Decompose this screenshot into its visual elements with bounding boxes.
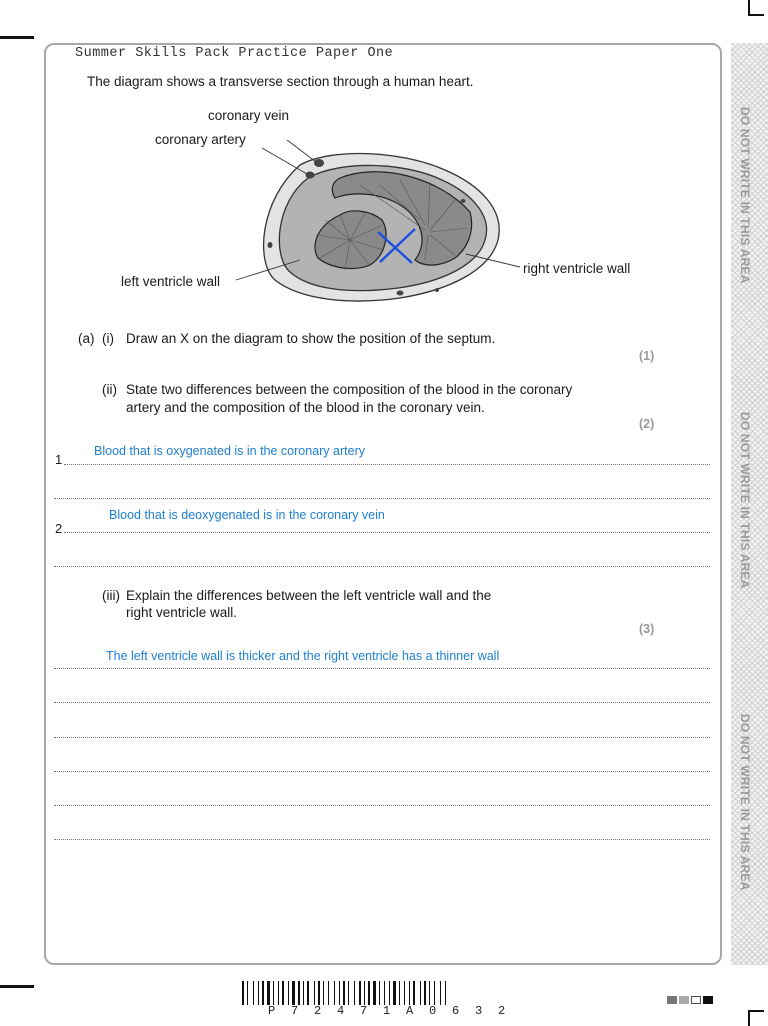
barcode-bar bbox=[265, 981, 266, 1005]
answer-line[interactable] bbox=[54, 668, 710, 669]
label-right-ventricle-wall: right ventricle wall bbox=[523, 261, 631, 276]
barcode-bar bbox=[305, 981, 306, 1005]
question-a-ii-line1: State two differences between the composition of the blood in the coronary bbox=[126, 382, 573, 397]
barcode-bar bbox=[267, 981, 270, 1005]
barcode-bar bbox=[354, 981, 355, 1005]
barcode-bar bbox=[366, 981, 367, 1005]
barcode-bar bbox=[420, 981, 421, 1005]
corner-mark-top bbox=[748, 0, 764, 16]
barcode-bar bbox=[323, 981, 324, 1005]
answer-line-number-2: 2 bbox=[55, 521, 63, 536]
barcode-bar bbox=[258, 981, 259, 1005]
barcode-bar bbox=[434, 981, 435, 1005]
barcode-bar bbox=[255, 981, 257, 1005]
barcode-bar bbox=[282, 981, 284, 1005]
answer-line-number-1: 1 bbox=[55, 452, 63, 467]
barcode-bar bbox=[341, 981, 342, 1005]
barcode-bar bbox=[298, 981, 300, 1005]
barcode-bar bbox=[401, 981, 403, 1005]
marks-a-i: (1) bbox=[639, 349, 655, 363]
question-sub-label-iii: (iii) bbox=[102, 588, 120, 603]
barcode-bar bbox=[386, 981, 388, 1005]
barcode-bar bbox=[339, 981, 340, 1005]
barcode bbox=[242, 981, 524, 1005]
barcode-bar bbox=[416, 981, 419, 1005]
label-left-ventricle-wall: left ventricle wall bbox=[121, 274, 221, 289]
barcode-bar bbox=[422, 981, 423, 1005]
barcode-bar bbox=[356, 981, 358, 1005]
barcode-bar bbox=[411, 981, 412, 1005]
barcode-bar bbox=[389, 981, 390, 1005]
question-a-iii-line1: Explain the differences between the left ventricle wall and the bbox=[126, 588, 492, 603]
answer-iii: The left ventricle wall is thicker and the right ventricle has a thinner wall bbox=[106, 649, 500, 663]
coronary-artery-vessel bbox=[306, 172, 315, 179]
barcode-bar bbox=[285, 981, 287, 1005]
answer-line[interactable] bbox=[64, 532, 710, 533]
barcode-bar bbox=[406, 981, 408, 1005]
barcode-bar bbox=[318, 981, 320, 1005]
barcode-bar bbox=[336, 981, 338, 1005]
barcode-bar bbox=[371, 981, 372, 1005]
barcode-bar bbox=[303, 981, 304, 1005]
barcode-bar bbox=[288, 981, 289, 1005]
barcode-bar bbox=[373, 981, 376, 1005]
registration-mark-top bbox=[0, 36, 34, 39]
barcode-bar bbox=[301, 981, 302, 1005]
answer-line[interactable] bbox=[54, 498, 710, 499]
page-marker-square bbox=[679, 996, 689, 1004]
margin-warning-middle: DO NOT WRITE IN THIS AREA bbox=[738, 411, 752, 589]
answer-line[interactable] bbox=[54, 771, 710, 772]
barcode-bar bbox=[253, 981, 254, 1005]
barcode-bar bbox=[447, 981, 448, 1005]
page-marker-square bbox=[703, 996, 713, 1004]
barcode-bar bbox=[404, 981, 405, 1005]
barcode-bar bbox=[397, 981, 398, 1005]
barcode-bar bbox=[445, 981, 446, 1005]
barcode-bar bbox=[275, 981, 277, 1005]
barcode-bar bbox=[391, 981, 392, 1005]
barcode-bar bbox=[314, 981, 315, 1005]
barcode-bar bbox=[429, 981, 430, 1005]
barcode-digits: P72471A0632 bbox=[268, 1004, 522, 1018]
barcode-bar bbox=[321, 981, 322, 1005]
marks-a-ii: (2) bbox=[639, 417, 655, 431]
page-marker-square bbox=[667, 996, 677, 1004]
page-marker-square bbox=[691, 996, 701, 1004]
barcode-bar bbox=[328, 981, 329, 1005]
intro-text: The diagram shows a transverse section through a human heart. bbox=[87, 74, 474, 89]
barcode-bar bbox=[260, 981, 261, 1005]
barcode-bar bbox=[346, 981, 347, 1005]
barcode-bar bbox=[290, 981, 291, 1005]
question-part-label: (a) bbox=[78, 331, 95, 346]
barcode-bar bbox=[379, 981, 380, 1005]
barcode-bar bbox=[413, 981, 415, 1005]
answer-line[interactable] bbox=[54, 737, 710, 738]
barcode-bar bbox=[334, 981, 335, 1005]
answer-line[interactable] bbox=[64, 464, 710, 465]
question-sub-label-ii: (ii) bbox=[102, 382, 117, 397]
barcode-bar bbox=[292, 981, 295, 1005]
barcode-bar bbox=[377, 981, 378, 1005]
barcode-bar bbox=[316, 981, 317, 1005]
coronary-vein-vessel bbox=[314, 159, 324, 167]
heart-diagram bbox=[230, 140, 520, 310]
barcode-bar bbox=[245, 981, 246, 1005]
barcode-bar bbox=[368, 981, 370, 1005]
barcode-bar bbox=[384, 981, 385, 1005]
barcode-bar bbox=[427, 981, 428, 1005]
barcode-bar bbox=[242, 981, 244, 1005]
barcode-bar bbox=[310, 981, 313, 1005]
barcode-bar bbox=[440, 981, 441, 1005]
answer-ii-1: Blood that is oxygenated is in the coronary artery bbox=[94, 444, 365, 458]
barcode-bar bbox=[436, 981, 439, 1005]
barcode-bar bbox=[343, 981, 345, 1005]
barcode-bar bbox=[350, 981, 353, 1005]
barcode-bar bbox=[381, 981, 383, 1005]
margin-warning-top: DO NOT WRITE IN THIS AREA bbox=[738, 106, 752, 284]
barcode-bar bbox=[399, 981, 400, 1005]
question-sub-label-i: (i) bbox=[102, 331, 114, 346]
answer-ii-2: Blood that is deoxygenated is in the coronary vein bbox=[109, 508, 385, 522]
answer-line[interactable] bbox=[54, 839, 710, 840]
barcode-bar bbox=[442, 981, 444, 1005]
barcode-bar bbox=[307, 981, 309, 1005]
barcode-bar bbox=[296, 981, 297, 1005]
barcode-bar bbox=[280, 981, 281, 1005]
question-a-ii-line2: artery and the composition of the blood in the coronary vein. bbox=[126, 400, 485, 415]
barcode-bar bbox=[431, 981, 433, 1005]
barcode-bar bbox=[424, 981, 426, 1005]
barcode-bar bbox=[359, 981, 361, 1005]
answer-line[interactable] bbox=[54, 566, 710, 567]
barcode-bar bbox=[362, 981, 363, 1005]
barcode-bar bbox=[325, 981, 327, 1005]
margin-warning-bottom: DO NOT WRITE IN THIS AREA bbox=[738, 713, 752, 891]
barcode-bar bbox=[247, 981, 248, 1005]
barcode-bar bbox=[273, 981, 274, 1005]
question-a-i-text: Draw an X on the diagram to show the position of the septum. bbox=[126, 331, 496, 346]
question-a-iii-line2: right ventricle wall. bbox=[126, 605, 238, 620]
answer-line[interactable] bbox=[54, 702, 710, 703]
barcode-bar bbox=[393, 981, 396, 1005]
barcode-bar bbox=[262, 981, 264, 1005]
barcode-bar bbox=[364, 981, 365, 1005]
barcode-bar bbox=[409, 981, 410, 1005]
barcode-bar bbox=[330, 981, 333, 1005]
barcode-bar bbox=[271, 981, 272, 1005]
barcode-bar bbox=[348, 981, 349, 1005]
marks-a-iii: (3) bbox=[639, 622, 655, 636]
page-title: Summer Skills Pack Practice Paper One bbox=[75, 46, 394, 61]
label-coronary-vein: coronary vein bbox=[208, 108, 290, 123]
barcode-bar bbox=[249, 981, 252, 1005]
barcode-bar bbox=[278, 981, 279, 1005]
answer-line[interactable] bbox=[54, 805, 710, 806]
registration-mark-bottom bbox=[0, 985, 34, 988]
label-coronary-artery: coronary artery bbox=[155, 132, 246, 147]
